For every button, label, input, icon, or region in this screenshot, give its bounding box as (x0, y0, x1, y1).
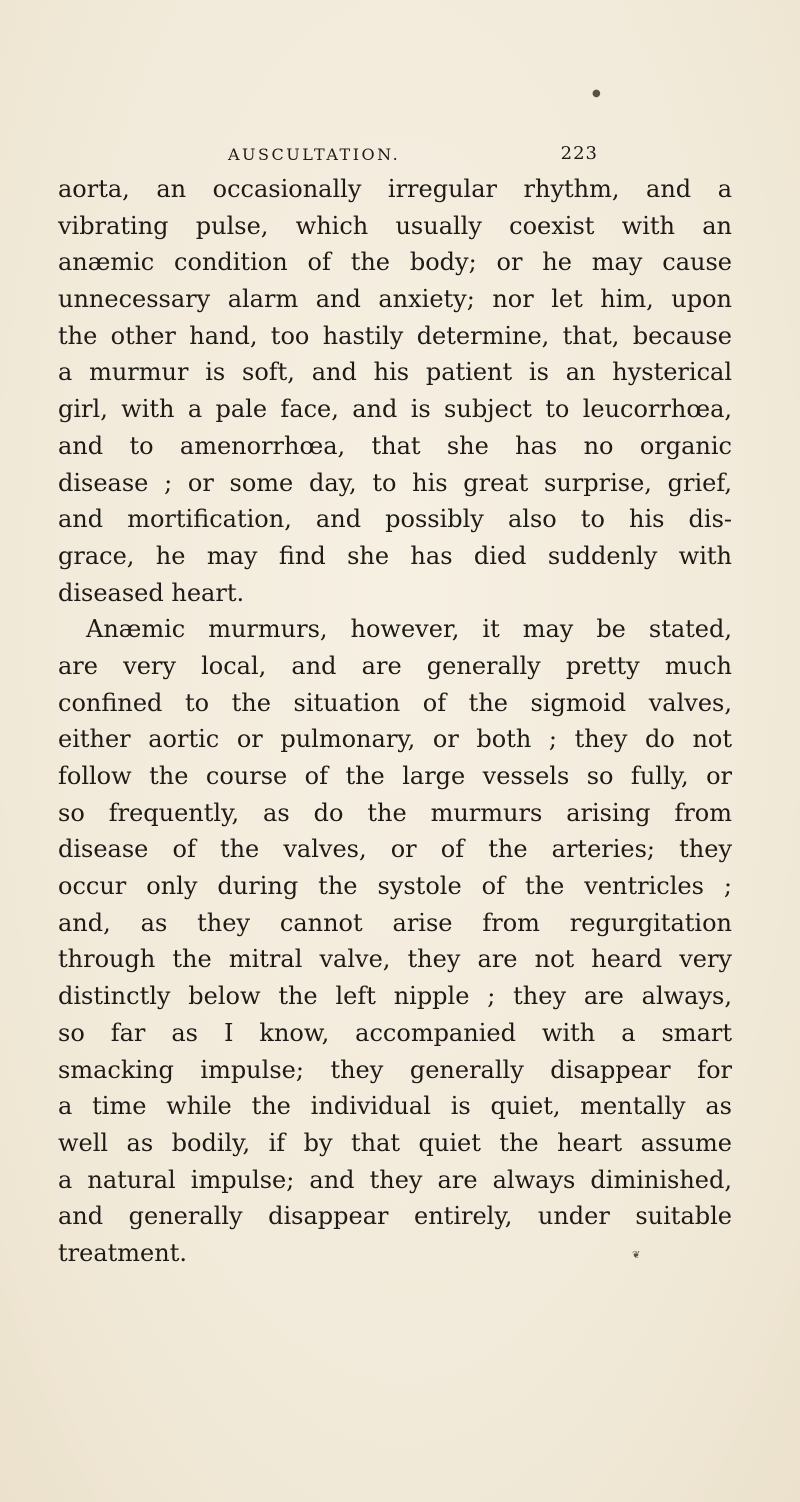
text-line: a natural impulse; and they are always diminished, (58, 1165, 732, 1194)
text-line: unnecessary alarm and anxiety; nor let him, upon (58, 285, 732, 314)
text-line: aorta, an occasionally irregular rhythm, and a (58, 175, 732, 203)
text-line: anæmic condition of the body; or he may cause (58, 248, 732, 277)
paragraph-start-line: Anæmic murmurs, however, it may be stated, (86, 615, 732, 644)
page-number: 223 (560, 143, 598, 164)
text-line: a murmur is soft, and his patient is an hysterical (58, 358, 732, 387)
text-line: smacking impulse; they generally disappear for (58, 1055, 732, 1084)
text-line: vibrating pulse, which usually coexist with an (58, 211, 732, 240)
text-line: and mortification, and possibly also to his dis- (58, 505, 732, 534)
text-line: a time while the individual is quiet, mentally as (58, 1092, 732, 1121)
margin-mark: ● (592, 88, 601, 99)
text-line: treatment. (58, 1238, 187, 1267)
body-text (58, 171, 732, 1272)
text-line: disease ; or some day, to his great surprise, grief, (58, 468, 732, 497)
text-line: distinctly below the left nipple ; they are always, (58, 982, 732, 1011)
text-line: so frequently, as do the murmurs arising from (58, 798, 732, 827)
text-line: through the mitral valve, they are not heard very (58, 945, 732, 974)
text-line: the other hand, too hastily determine, that, because (58, 321, 732, 350)
text-line: either aortic or pulmonary, or both ; they do not (58, 725, 732, 754)
margin-mark: ❦ (632, 1250, 641, 1261)
text-line: diseased heart. (58, 578, 245, 607)
text-line: and to amenorrhœa, that she has no organic (58, 431, 732, 460)
text-line: occur only during the systole of the ventricles ; (58, 872, 732, 901)
text-line: and, as they cannot arise from regurgitation (58, 908, 732, 937)
text-line: grace, he may find she has died suddenly with (58, 541, 732, 570)
page-header (228, 145, 598, 169)
text-line: well as bodily, if by that quiet the heart assume (58, 1128, 732, 1157)
text-line: confined to the situation of the sigmoid valves, (58, 688, 732, 717)
running-title: AUSCULTATION. (228, 145, 401, 164)
text-line: disease of the valves, or of the arteries; they (58, 835, 732, 864)
text-line: follow the course of the large vessels so fully, or (58, 762, 732, 790)
text-line: and generally disappear entirely, under suitable (58, 1202, 732, 1231)
text-line: are very local, and are generally pretty much (58, 651, 732, 680)
text-line: girl, with a pale face, and is subject to leucorrhœa, (58, 395, 732, 424)
text-line: so far as I know, accompanied with a smart (58, 1018, 732, 1047)
